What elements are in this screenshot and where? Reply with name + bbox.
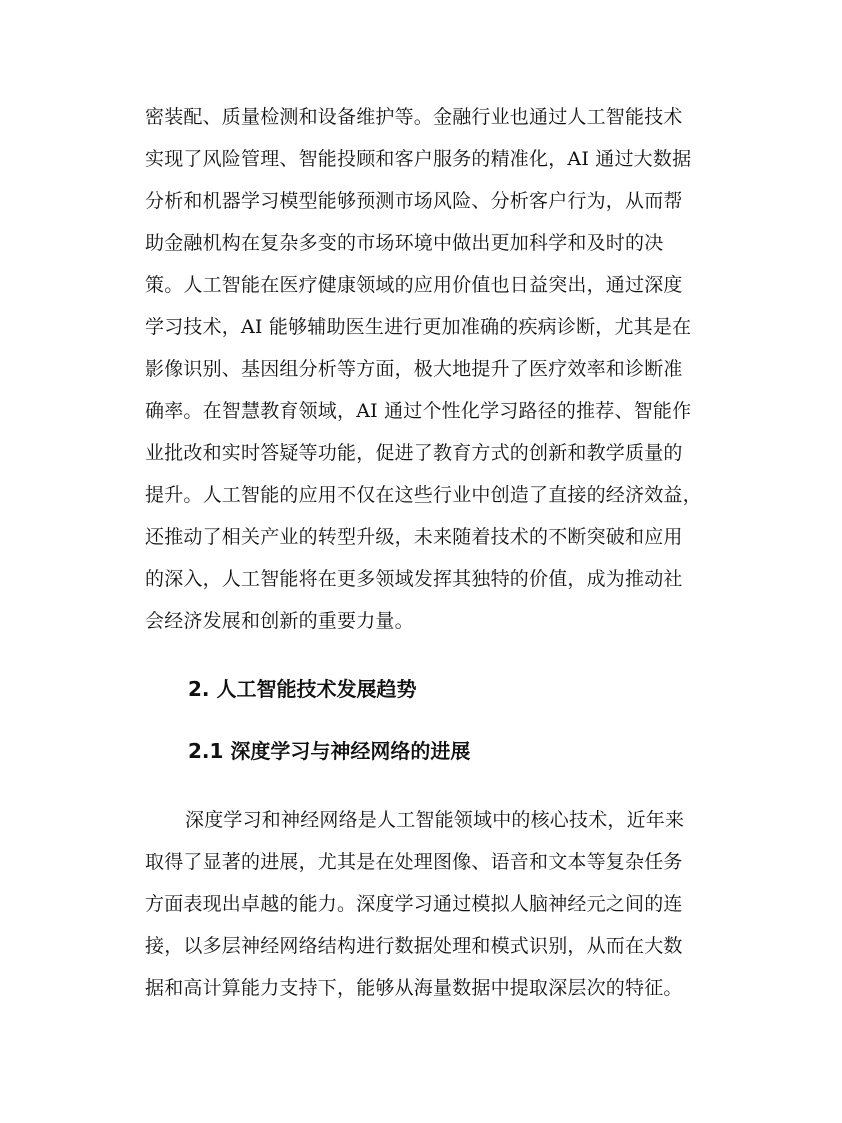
paragraph-line: 确率。在智慧教育领域，AI 通过个性化学习路径的推荐、智能作	[145, 400, 692, 422]
paragraph-line: 助金融机构在复杂多变的市场环境中做出更加科学和及时的决	[145, 232, 664, 254]
paragraph-line: 业批改和实时答疑等功能，促进了教育方式的创新和教学质量的	[145, 442, 683, 464]
paragraph-line: 的深入，人工智能将在更多领域发挥其独特的价值，成为推动社	[145, 568, 683, 590]
paragraph-line: 分析和机器学习模型能够预测市场风险、分析客户行为，从而帮	[145, 190, 683, 212]
paragraph-line: 方面表现出卓越的能力。深度学习通过模拟人脑神经元之间的连	[145, 893, 683, 915]
paragraph-line: 会经济发展和创新的重要力量。	[145, 610, 414, 632]
paragraph-line: 学习技术，AI 能够辅助医生进行更加准确的疾病诊断，尤其是在	[145, 316, 692, 338]
paragraph-line: 接，以多层神经网络结构进行数据处理和模式识别，从而在大数	[145, 935, 683, 957]
subsection-heading: 2.1 深度学习与神经网络的进展	[188, 739, 471, 763]
paragraph-line: 取得了显著的进展，尤其是在处理图像、语音和文本等复杂任务	[145, 851, 683, 873]
paragraph-line: 策。人工智能在医疗健康领域的应用价值也日益突出，通过深度	[145, 274, 683, 296]
paragraph-line: 深度学习和神经网络是人工智能领域中的核心技术，近年来	[185, 809, 685, 831]
paragraph-line: 据和高计算能力支持下，能够从海量数据中提取深层次的特征。	[145, 977, 683, 999]
section-heading: 2. 人工智能技术发展趋势	[188, 677, 417, 701]
paragraph-line: 还推动了相关产业的转型升级，未来随着技术的不断突破和应用	[145, 526, 683, 548]
paragraph-line: 实现了风险管理、智能投顾和客户服务的精准化，AI 通过大数据	[145, 148, 692, 170]
paragraph-line: 密装配、质量检测和设备维护等。金融行业也通过人工智能技术	[145, 106, 683, 128]
paragraph-line: 提升。人工智能的应用不仅在这些行业中创造了直接的经济效益，	[145, 484, 702, 506]
paragraph-line: 影像识别、基因组分析等方面，极大地提升了医疗效率和诊断准	[145, 358, 683, 380]
